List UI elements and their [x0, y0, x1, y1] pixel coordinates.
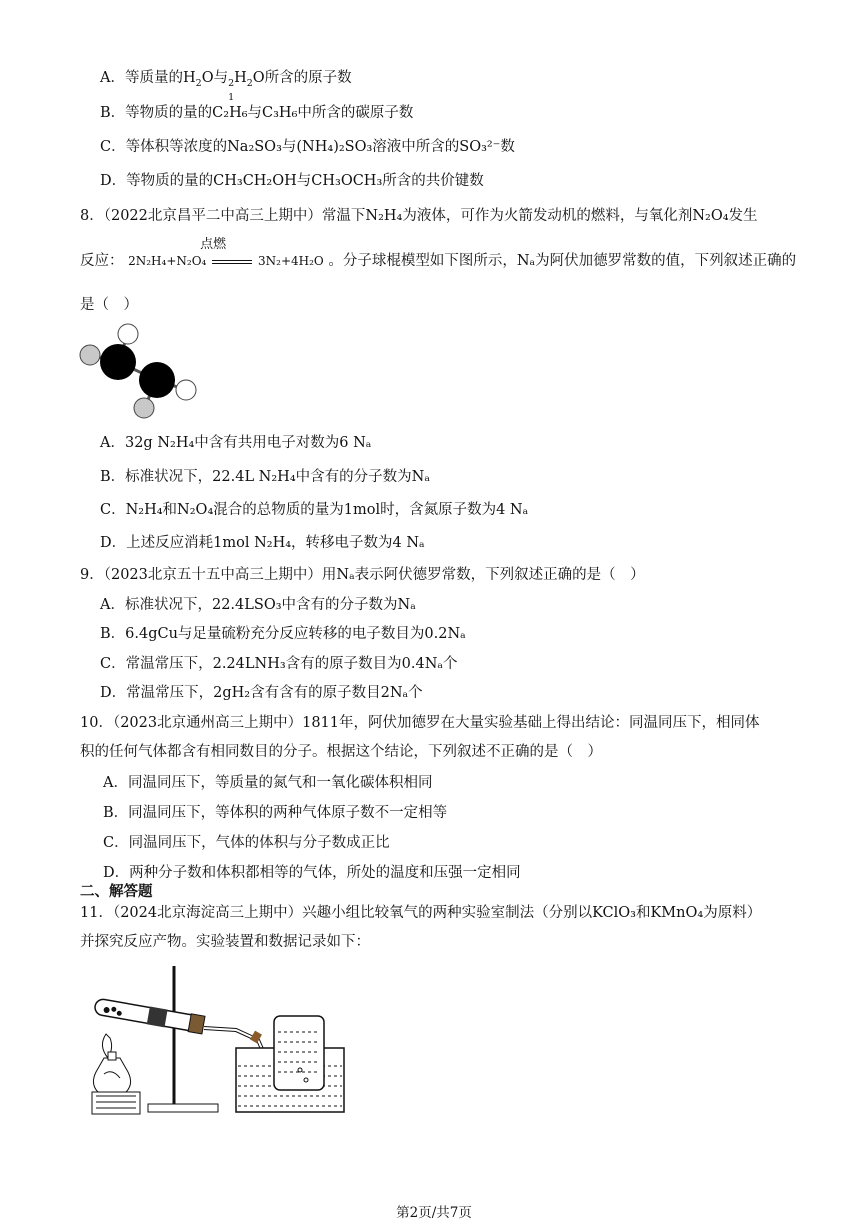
q8-stem-line1: 8．（2022北京昌平二中高三上期中）常温下N₂H₄为液体，可作为火箭发动机的燃料，与氧化剂N₂O₄发生 — [80, 208, 758, 224]
q8-option-b: B．标准状况下，22.4L N₂H₄中含有的分子数为Nₐ — [100, 469, 430, 485]
q11-stem-line1: 11．（2024北京海淀高三上期中）兴趣小组比较氧气的两种实验室制法（分别以KClO₃和KMnO₄为原料） — [80, 905, 762, 921]
q10-option-c: C．同温同压下，气体的体积与分子数成正比 — [103, 835, 390, 851]
equals-arrow — [212, 260, 252, 264]
reaction-equation: 2N₂H₄+N₂O₄ 点燃 3N₂+4H₂O — [128, 237, 324, 268]
q9-option-a: A．标准状况下，22.4LSO₃中含有的分子数为Nₐ — [100, 597, 416, 613]
q7-option-b: B．等物质的量的C₂H₆与C₃H₆中所含的碳原子数 — [100, 105, 414, 121]
q10-option-a: A．同温同压下，等质量的氮气和一氧化碳体积相同 — [103, 775, 433, 791]
q8-stem-line2: 反应： 2N₂H₄+N₂O₄ 点燃 3N₂+4H₂O 。分子球棍模型如下图所示，Nₐ为阿伏加德罗常数的值，下列叙述正确的 — [80, 237, 797, 269]
q10-stem-line1: 10．（2023北京通州高三上期中）1811年，阿伏加德罗在大量实验基础上得出结论：同温同压下，相同体 — [80, 715, 760, 731]
q9-option-d: D．常温常压下，2gH₂含有含有的原子数目2Nₐ个 — [100, 685, 423, 701]
q8-stem-line3: 是（ ） — [80, 297, 138, 313]
n2h4-ball-stick-model — [74, 322, 200, 422]
page-footer: 第2页/共7页 — [396, 1205, 472, 1221]
q9-option-b: B．6.4gCu与足量硫粉充分反应转移的电子数目为0.2Nₐ — [100, 626, 466, 642]
oxygen-preparation-apparatus — [86, 962, 350, 1122]
q8-option-d: D．上述反应消耗1mol N₂H₄，转移电子数为4 Nₐ — [100, 535, 425, 551]
q10-option-b: B．同温同压下，等体积的两种气体原子数不一定相等 — [103, 805, 448, 821]
q11-stem-line2: 并探究反应产物。实验装置和数据记录如下： — [80, 934, 370, 950]
q8-option-c: C．N₂H₄和N₂O₄混合的总物质的量为1mol时，含氮原子数为4 Nₐ — [100, 502, 529, 518]
q8-option-a: A．32g N₂H₄中含有共用电子对数为6 Nₐ — [100, 435, 372, 451]
q7-option-a: A．等质量的$H_2O$与 2 1 $H_2O$所含的原子数 — [100, 70, 352, 103]
q10-option-d: D．两种分子数和体积都相等的气体，所处的温度和压强一定相同 — [103, 865, 521, 881]
reaction-condition: 点燃 — [200, 237, 227, 252]
q7-option-c: C．等体积等浓度的Na₂SO₃与(NH₄)₂SO₃溶液中所含的SO₃²⁻数 — [100, 139, 515, 155]
q7-option-d: D．等物质的量的CH₃CH₂OH与CH₃OCH₃所含的共价键数 — [100, 173, 484, 189]
q10-stem-line2: 积的任何气体都含有相同数目的分子。根据这个结论，下列叙述不正确的是（ ） — [80, 744, 602, 760]
q9-stem: 9．（2023北京五十五中高三上期中）用Nₐ表示阿伏德罗常数，下列叙述正确的是（ ） — [80, 567, 645, 583]
q9-option-c: C．常温常压下，2.24LNH₃含有的原子数目为0.4Nₐ个 — [100, 656, 458, 672]
section-title: 二、解答题 — [80, 883, 153, 900]
